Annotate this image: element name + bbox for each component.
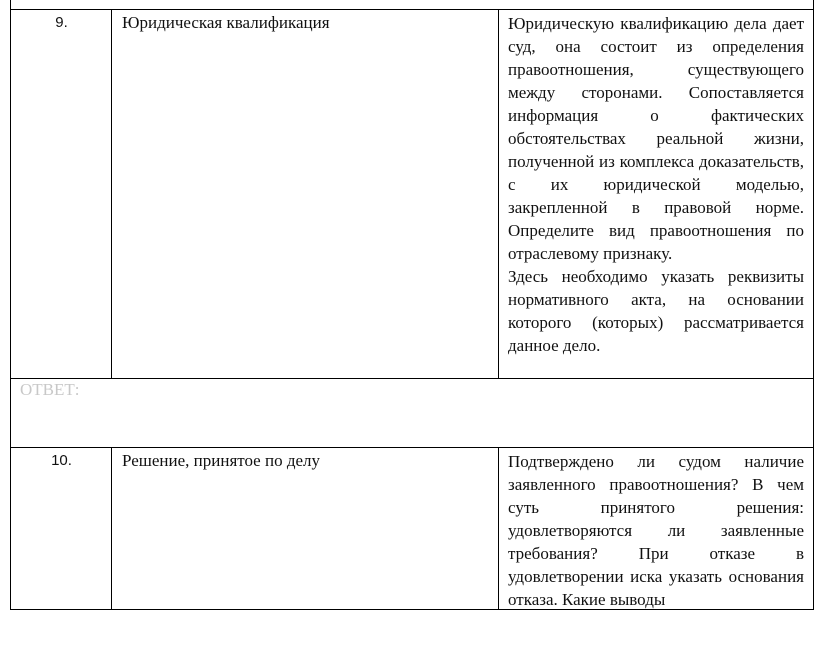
description-cell — [499, 448, 813, 609]
name-cell — [112, 448, 499, 609]
description-text — [508, 450, 804, 611]
answer-label: ОТВЕТ: — [20, 380, 80, 399]
number-cell — [11, 10, 112, 378]
description-paragraph: Подтверждено ли судом наличие заявленного правоотношения? В чем суть принятого решения: удовлетворяются ли заявленные требования? При отказе в удовлетворении иска указать основания отказа. Какие выводы — [508, 452, 804, 609]
row-number: 10. — [51, 452, 72, 469]
row-number: 9. — [55, 14, 68, 31]
number-cell — [11, 448, 112, 609]
table-row-10 — [10, 447, 814, 610]
section-name: Юридическая квалификация — [122, 13, 330, 32]
description-cell — [499, 10, 813, 378]
section-name: Решение, принятое по делу — [122, 451, 320, 470]
name-cell — [112, 10, 499, 378]
description-paragraph: Юридическую квалификацию дела дает суд, она состоит из определения правоотношения, существующего между сторонами. Сопоставляется информация о фактических обстоятельствах реальной жизни, полученной из комплекса доказательств, с их юридической моделью, закрепленной в правовой норме. Определите вид правоотношения по отраслевому признаку. — [508, 14, 804, 263]
answer-row[interactable] — [10, 378, 814, 448]
description-paragraph: Здесь необходимо указать реквизиты нормативного акта, на основании которого (которых) рассматривается данное дело. — [508, 267, 804, 355]
description-text — [508, 12, 804, 357]
table-row-9 — [10, 9, 814, 379]
